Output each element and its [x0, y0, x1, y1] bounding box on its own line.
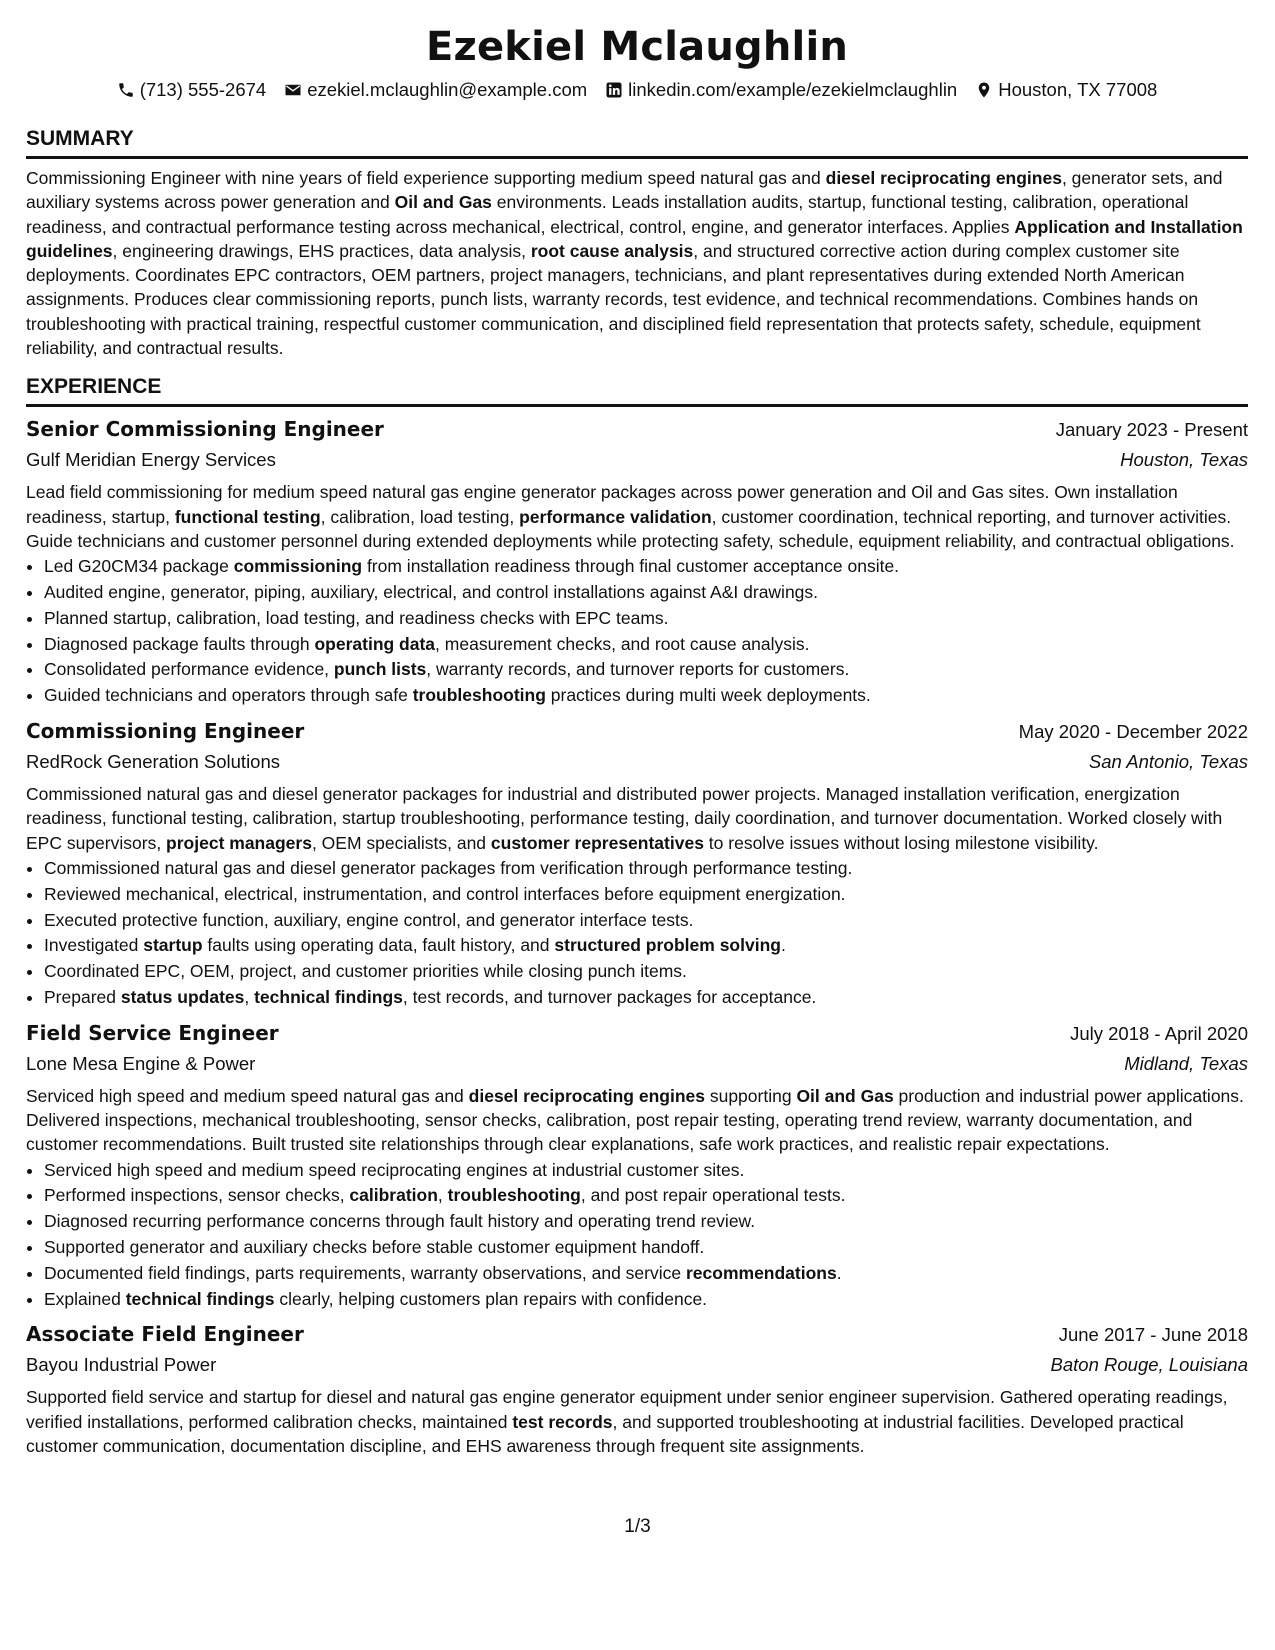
linkedin-icon [605, 81, 623, 99]
job-header [26, 415, 1248, 444]
bold-keyword: performance validation [519, 506, 712, 527]
contact-location [975, 77, 1157, 103]
job-entry [26, 717, 1248, 1011]
job-bullet: • Audited engine, generator, piping, auxiliary, electrical, and control installations against A&I drawings. [44, 580, 1248, 606]
linkedin-url[interactable]: linkedin.com/example/ezekielmclaughlin [628, 79, 958, 100]
job-bullet: • Performed inspections, sensor checks, calibration, troubleshooting, and post repair operational tests. [44, 1183, 1248, 1209]
summary-text: Commissioning Engineer with nine years of field experience supporting medium speed natural gas and diesel reciprocating engines, generator sets, and auxiliary systems across power generation and Oil and Gas environments. Leads installation audits, startup, functional testing, calibration, operational readiness, and contractual performance testing across mechanical, electrical, control, engine, and generator interfaces. Applies Application and Installation guidelines, engineering drawings, EHS practices, data analysis, root cause analysis, and structured corrective action during complex customer site deployments. Coordinates EPC contractors, OEM partners, project managers, technicians, and plant representatives during extended North American assignments. Produces clear commissioning reports, punch lists, warranty records, test evidence, and technical recommendations. Combines hands on troubleshooting with practical training, respectful customer communication, and disciplined field representation that protects safety, schedule, equipment reliability, and contractual results. [26, 168, 1243, 359]
job-title: Senior Commissioning Engineer [26, 417, 384, 442]
job-header [26, 1320, 1248, 1349]
job-entry [26, 415, 1248, 709]
job-bullet: • Serviced high speed and medium speed reciprocating engines at industrial customer sites. [44, 1158, 1248, 1184]
bold-keyword: startup [143, 935, 203, 956]
job-bullet-list [26, 1158, 1248, 1313]
job-bullet: • Investigated startup faults using operating data, fault history, and structured problem solving. [44, 933, 1248, 959]
bold-keyword: troubleshooting [447, 1185, 581, 1206]
bold-keyword: commissioning [233, 556, 363, 577]
job-header [26, 717, 1248, 746]
job-description: Commissioned natural gas and diesel generator packages for industrial and distributed power projects. Managed installation verification, energization readiness, functional testing, calibration, startup troubleshooting, performance testing, daily coordination, and turnover documentation. Worked closely with EPC supervisors, project managers, OEM specialists, and customer representatives to resolve issues without losing milestone visibility. [26, 784, 1223, 853]
bold-keyword: Oil and Gas [394, 192, 492, 213]
contact-phone [117, 77, 267, 103]
job-company: RedRock Generation Solutions [26, 751, 281, 773]
bold-keyword: diesel reciprocating engines [468, 1085, 705, 1106]
job-company: Gulf Meridian Energy Services [26, 449, 276, 471]
job-dates: January 2023 - Present [1055, 419, 1248, 441]
contact-bar [26, 77, 1248, 103]
job-company: Lone Mesa Engine & Power [26, 1052, 256, 1074]
location-text: Houston, TX 77008 [998, 79, 1158, 100]
job-bullet: • Consolidated performance evidence, punch lists, warranty records, and turnover reports for customers. [44, 657, 1248, 683]
job-subheader [26, 446, 1248, 474]
summary-heading: SUMMARY [26, 125, 1248, 159]
bold-keyword: punch lists [333, 659, 427, 680]
job-list [26, 415, 1248, 1458]
job-bullet: • Diagnosed package faults through operating data, measurement checks, and root cause analysis. [44, 632, 1248, 658]
bold-keyword: status updates [120, 986, 245, 1007]
envelope-icon [284, 81, 302, 99]
job-entry [26, 1019, 1248, 1313]
job-bullet: • Guided technicians and operators through safe troubleshooting practices during multi week deployments. [44, 683, 1248, 709]
job-bullet: • Commissioned natural gas and diesel generator packages from verification through performance testing. [44, 856, 1248, 882]
bold-keyword: technical findings [254, 986, 403, 1007]
bold-keyword: root cause analysis [530, 240, 694, 261]
job-description: Serviced high speed and medium speed natural gas and diesel reciprocating engines supporting Oil and Gas production and industrial power applications. Delivered inspections, mechanical troubleshooting, sensor checks, calibration, post repair testing, operating trend review, warranty documentation, and customer recommendations. Built trusted site relationships through clear explanations, safe work practices, and realistic repair expectations. [26, 1085, 1244, 1155]
bold-keyword: operating data [314, 633, 436, 654]
bold-keyword: test records [512, 1411, 613, 1432]
job-title: Commissioning Engineer [26, 719, 305, 744]
email-address[interactable]: ezekiel.mclaughlin@example.com [307, 79, 588, 100]
bold-keyword: troubleshooting [412, 685, 546, 706]
bold-keyword: functional testing [174, 506, 321, 527]
bold-keyword: technical findings [125, 1288, 275, 1309]
bold-keyword: Application and Installation guidelines [26, 216, 1243, 261]
candidate-name: Ezekiel Mclaughlin [425, 24, 849, 70]
page-number: 1/3 [624, 1516, 651, 1537]
map-pin-icon [975, 81, 993, 99]
phone-icon [117, 81, 135, 99]
bold-keyword: diesel reciprocating engines [825, 168, 1062, 188]
resume-page [26, 18, 1248, 1458]
job-location: San Antonio, Texas [1088, 751, 1248, 773]
job-subheader [26, 1050, 1248, 1078]
phone-number: (713) 555-2674 [139, 79, 267, 100]
job-title: Associate Field Engineer [26, 1322, 304, 1347]
job-bullet-list [26, 856, 1248, 1011]
contact-email[interactable] [284, 77, 587, 103]
job-bullet: • Planned startup, calibration, load testing, and readiness checks with EPC teams. [44, 606, 1248, 632]
job-location: Baton Rouge, Louisiana [1050, 1354, 1248, 1376]
bold-keyword: recommendations [685, 1262, 837, 1283]
job-bullet: • Explained technical findings clearly, helping customers plan repairs with confidence. [44, 1287, 1248, 1313]
job-bullet: • Documented field findings, parts requirements, warranty observations, and service recommendations. [44, 1261, 1248, 1287]
job-header [26, 1019, 1248, 1048]
experience-heading: EXPERIENCE [26, 373, 1248, 407]
job-bullet: • Diagnosed recurring performance concerns through fault history and operating trend review. [44, 1209, 1248, 1235]
job-location: Houston, Texas [1120, 449, 1248, 471]
bold-keyword: Oil and Gas [796, 1085, 894, 1106]
bold-keyword: structured problem solving [554, 935, 781, 956]
job-subheader [26, 1351, 1248, 1379]
job-location: Midland, Texas [1124, 1052, 1248, 1074]
job-description: Lead field commissioning for medium speed natural gas engine generator packages across power generation and Oil and Gas sites. Own installation readiness, startup, functional testing, calibration, load testing, performance validation, customer coordination, technical reporting, and turnover activities. Guide technicians and customer personnel during extended deployments while protecting safety, schedule, equipment reliability, and contractual obligations. [26, 482, 1235, 551]
contact-linkedin[interactable] [605, 77, 957, 103]
job-bullet: • Reviewed mechanical, electrical, instrumentation, and control interfaces before equipment energization. [44, 882, 1248, 908]
job-dates: July 2018 - April 2020 [1070, 1022, 1248, 1044]
job-description: Supported field service and startup for diesel and natural gas engine generator equipment under senior engineer supervision. Gathered operating readings, verified installations, performed calibration checks, maintained test records, and supported troubleshooting at industrial facilities. Developed practical customer communication, documentation discipline, and EHS awareness through frequent site assignments. [26, 1387, 1228, 1456]
job-subheader [26, 748, 1248, 776]
resume-header [26, 18, 1248, 103]
job-bullet: • Coordinated EPC, OEM, project, and customer priorities while closing punch items. [44, 959, 1248, 985]
job-bullet-list [26, 554, 1248, 709]
job-title: Field Service Engineer [26, 1020, 279, 1045]
summary-section [26, 125, 1248, 360]
bold-keyword: calibration [349, 1185, 438, 1206]
job-entry [26, 1320, 1248, 1458]
job-bullet: • Prepared status updates, technical findings, test records, and turnover packages for acceptance. [44, 985, 1248, 1011]
job-bullet: • Supported generator and auxiliary checks before stable customer equipment handoff. [44, 1235, 1248, 1261]
job-company: Bayou Industrial Power [26, 1354, 217, 1376]
bold-keyword: customer representatives [490, 832, 704, 853]
experience-section [26, 373, 1248, 1458]
bold-keyword: project managers [166, 832, 312, 853]
job-dates: May 2020 - December 2022 [1018, 721, 1248, 743]
job-bullet: • Led G20CM34 package commissioning from installation readiness through final customer acceptance onsite. [44, 554, 1248, 580]
job-dates: June 2017 - June 2018 [1058, 1324, 1248, 1346]
job-bullet: • Executed protective function, auxiliary, engine control, and generator interface tests. [44, 908, 1248, 934]
